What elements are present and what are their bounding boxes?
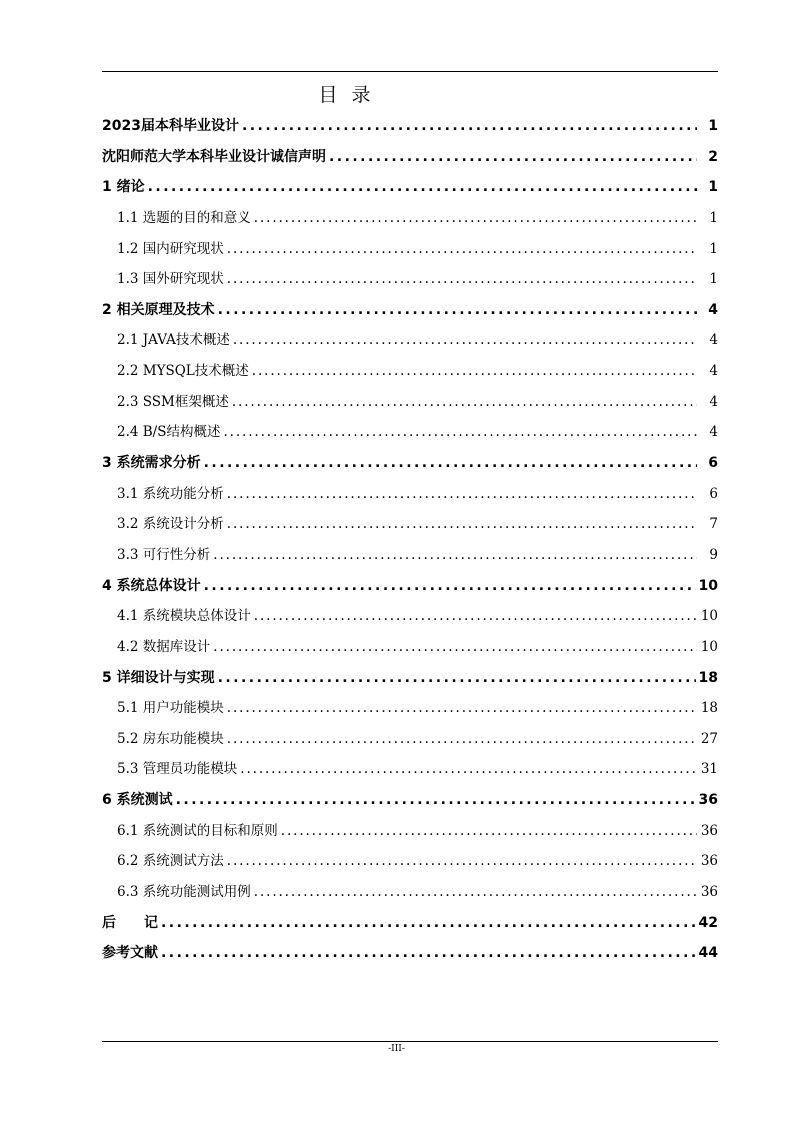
toc-dot-leader	[254, 877, 697, 908]
toc-entry-label: 1 绪论	[102, 179, 145, 196]
toc-entry-page: 10	[700, 608, 718, 625]
toc-dot-leader	[252, 356, 697, 387]
toc-entry-label: 2.1 JAVA技术概述	[117, 332, 230, 349]
toc-entry[interactable]	[102, 877, 718, 908]
toc-dot-leader	[232, 387, 697, 418]
toc-dot-leader	[254, 203, 697, 234]
toc-entry-label: 5.1 用户功能模块	[117, 700, 224, 717]
toc-entry[interactable]	[102, 325, 718, 356]
toc-dot-leader	[240, 754, 697, 785]
toc-dot-leader	[281, 816, 697, 847]
toc-entry-page: 31	[700, 761, 718, 778]
toc-dot-leader	[233, 325, 697, 356]
toc-entry-page: 18	[700, 700, 718, 717]
table-of-contents	[102, 111, 718, 969]
toc-entry-label: 6.2 系统测试方法	[117, 853, 224, 870]
toc-title: 目 录	[318, 84, 375, 106]
toc-entry-page: 6	[708, 455, 718, 472]
toc-entry[interactable]	[102, 938, 718, 969]
toc-dot-leader	[161, 908, 696, 939]
toc-entry[interactable]	[102, 172, 718, 203]
toc-entry-page: 36	[700, 822, 718, 839]
toc-entry-label: 5 详细设计与实现	[102, 669, 215, 686]
toc-entry-label: 2 相关原理及技术	[102, 301, 215, 318]
toc-entry-label: 3.1 系统功能分析	[117, 485, 224, 502]
toc-entry-page: 10	[698, 577, 718, 594]
toc-entry[interactable]	[102, 540, 718, 571]
toc-entry-label: 1.3 国外研究现状	[117, 271, 224, 288]
toc-entry[interactable]	[102, 785, 718, 816]
toc-entry[interactable]	[102, 295, 718, 326]
toc-entry-label: 2023届本科毕业设计	[102, 118, 239, 134]
toc-entry-page: 1	[709, 271, 718, 288]
toc-dot-leader	[161, 938, 696, 969]
toc-dot-leader	[218, 295, 697, 326]
toc-entry-label: 1.1 选题的目的和意义	[117, 209, 251, 226]
toc-entry-label: 沈阳师范大学本科毕业设计诚信声明	[102, 148, 326, 165]
toc-entry-page: 36	[700, 884, 718, 901]
toc-dot-leader	[227, 693, 697, 724]
toc-dot-leader	[218, 663, 696, 694]
toc-entry-page: 1	[708, 118, 718, 134]
toc-entry-page: 2	[708, 148, 718, 165]
toc-entry-label: 2.2 MYSQL技术概述	[117, 363, 249, 380]
toc-entry[interactable]	[102, 663, 718, 694]
toc-dot-leader	[227, 234, 697, 265]
toc-dot-leader	[213, 632, 697, 663]
toc-entry-label: 3.3 可行性分析	[117, 546, 211, 563]
toc-entry[interactable]	[102, 908, 718, 939]
toc-entry-page: 18	[698, 669, 718, 686]
toc-entry[interactable]	[102, 601, 718, 632]
toc-entry[interactable]	[102, 571, 718, 602]
toc-entry[interactable]	[102, 846, 718, 877]
toc-entry-page: 1	[709, 240, 718, 257]
toc-entry-page: 7	[709, 516, 718, 533]
toc-entry[interactable]	[102, 417, 718, 448]
toc-entry[interactable]	[102, 356, 718, 387]
toc-entry-label: 3 系统需求分析	[102, 455, 201, 472]
toc-entry[interactable]	[102, 479, 718, 510]
toc-entry-page: 4	[709, 363, 718, 380]
toc-entry-page: 27	[700, 730, 718, 747]
toc-dot-leader	[176, 785, 696, 816]
toc-entry[interactable]	[102, 142, 718, 173]
toc-dot-leader	[227, 264, 697, 295]
toc-dot-leader	[242, 111, 697, 142]
toc-entry[interactable]	[102, 448, 718, 479]
toc-entry-page: 4	[709, 332, 718, 349]
toc-dot-leader	[227, 509, 697, 540]
toc-entry[interactable]	[102, 754, 718, 785]
toc-entry-page: 4	[708, 301, 718, 318]
toc-dot-leader	[204, 448, 697, 479]
toc-entry[interactable]	[102, 724, 718, 755]
toc-entry-label: 5.3 管理员功能模块	[117, 761, 238, 778]
toc-entry-label: 参考文献	[102, 945, 158, 962]
toc-dot-leader	[213, 540, 697, 571]
toc-entry-page: 1	[708, 179, 718, 196]
toc-entry[interactable]	[102, 816, 718, 847]
toc-entry-page: 6	[709, 485, 718, 502]
toc-entry-page: 4	[709, 424, 718, 441]
toc-entry-label: 2.4 B/S结构概述	[117, 424, 221, 441]
toc-entry-label: 6.1 系统测试的目标和原则	[117, 822, 278, 839]
toc-entry-page: 1	[709, 209, 718, 226]
toc-dot-leader	[204, 571, 696, 602]
toc-entry-label: 2.3 SSM框架概述	[117, 393, 229, 410]
toc-dot-leader	[329, 142, 697, 173]
toc-entry-label: 4.1 系统模块总体设计	[117, 608, 251, 625]
toc-entry-page: 36	[698, 792, 718, 809]
toc-entry[interactable]	[102, 234, 718, 265]
toc-entry-label: 后 记	[102, 914, 158, 931]
toc-entry[interactable]	[102, 111, 718, 142]
toc-dot-leader	[223, 417, 697, 448]
toc-entry-label: 1.2 国内研究现状	[117, 240, 224, 257]
toc-entry-page: 10	[700, 638, 718, 655]
toc-entry[interactable]	[102, 387, 718, 418]
toc-dot-leader	[227, 846, 697, 877]
page-number: -III-	[388, 1044, 405, 1054]
toc-dot-leader	[254, 601, 697, 632]
toc-entry-label: 6 系统测试	[102, 792, 173, 809]
header-rule	[102, 71, 718, 72]
toc-entry[interactable]	[102, 509, 718, 540]
toc-dot-leader	[227, 724, 697, 755]
toc-entry[interactable]	[102, 203, 718, 234]
toc-dot-leader	[148, 172, 697, 203]
toc-entry-label: 4 系统总体设计	[102, 577, 201, 594]
toc-entry-page: 4	[709, 393, 718, 410]
toc-entry-page: 36	[700, 853, 718, 870]
toc-dot-leader	[227, 479, 697, 510]
toc-entry[interactable]	[102, 693, 718, 724]
toc-entry[interactable]	[102, 264, 718, 295]
toc-entry-label: 4.2 数据库设计	[117, 638, 211, 655]
footer-rule	[102, 1041, 718, 1042]
toc-entry-label: 5.2 房东功能模块	[117, 730, 224, 747]
toc-entry[interactable]	[102, 632, 718, 663]
toc-entry-page: 44	[698, 945, 718, 962]
toc-entry-page: 9	[709, 546, 718, 563]
toc-entry-page: 42	[698, 914, 718, 931]
toc-entry-label: 3.2 系统设计分析	[117, 516, 224, 533]
toc-entry-label: 6.3 系统功能测试用例	[117, 884, 251, 901]
